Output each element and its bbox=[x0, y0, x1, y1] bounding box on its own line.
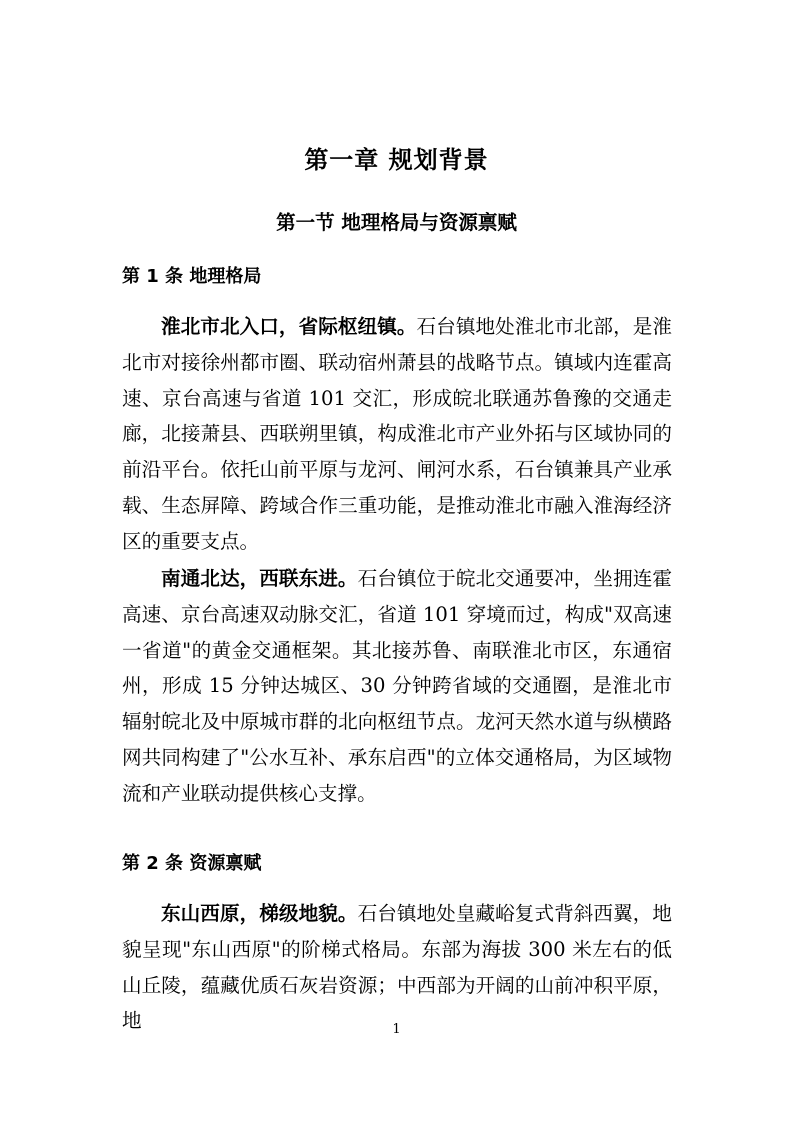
article-1-heading: 第 1 条 地理格局 bbox=[122, 266, 262, 287]
paragraph-text: 石台镇地处淮北市北部，是淮北市对接徐州都市圈、联动宿州萧县的战略节点。镇域内连霍高速、京台高速与省道 101 交汇，形成皖北联通苏鲁豫的交通走廊，北接萧县、西联朔里镇，构成淮北市产业外拓与区域协同的前沿平台。依托山前平原与龙河、闸河水系，石台镇兼具产业承载、生态屏障、跨域合作三重功能，是推动淮北市融入淮海经济区的重要支点。 bbox=[122, 315, 672, 553]
chapter-title: 第一章 规划背景 bbox=[304, 146, 489, 174]
paragraph-text: 石台镇地处皇藏峪复式背斜西翼，地貌呈现"东山西原"的阶梯式格局。东部为海拔 300 米左右的低山丘陵，蕴藏优质石灰岩资源；中西部为开阔的山前冲积平原，地 bbox=[122, 902, 672, 1033]
article-1-paragraph-1 bbox=[122, 309, 672, 560]
section-title: 第一节 地理格局与资源禀赋 bbox=[276, 211, 517, 234]
article-2-paragraph-1 bbox=[122, 896, 672, 1039]
article-2-heading: 第 2 条 资源禀赋 bbox=[122, 853, 262, 874]
paragraph-lead: 东山西原，梯级地貌。 bbox=[161, 902, 358, 925]
paragraph-text: 石台镇位于皖北交通要冲，坐拥连霍高速、京台高速双动脉交汇，省道 101 穿境而过，构成"双高速一省道"的黄金交通框架。其北接苏鲁、南联淮北市区，东通宿州，形成 15 分钟达城区、30 分钟跨省域的交通圈，是淮北市辐射皖北及中原城市群的北向枢纽节点。龙河天然水道与纵横路网共同构建了"公水互补、承东启西"的立体交通格局，为区域物流和产业联动提供核心支撑。 bbox=[122, 567, 672, 805]
paragraph-lead: 南通北达，西联东进。 bbox=[161, 567, 358, 590]
page-number: 1 bbox=[392, 1022, 401, 1037]
paragraph-lead: 淮北市北入口，省际枢纽镇。 bbox=[161, 315, 417, 338]
article-1-paragraph-2 bbox=[122, 561, 672, 812]
